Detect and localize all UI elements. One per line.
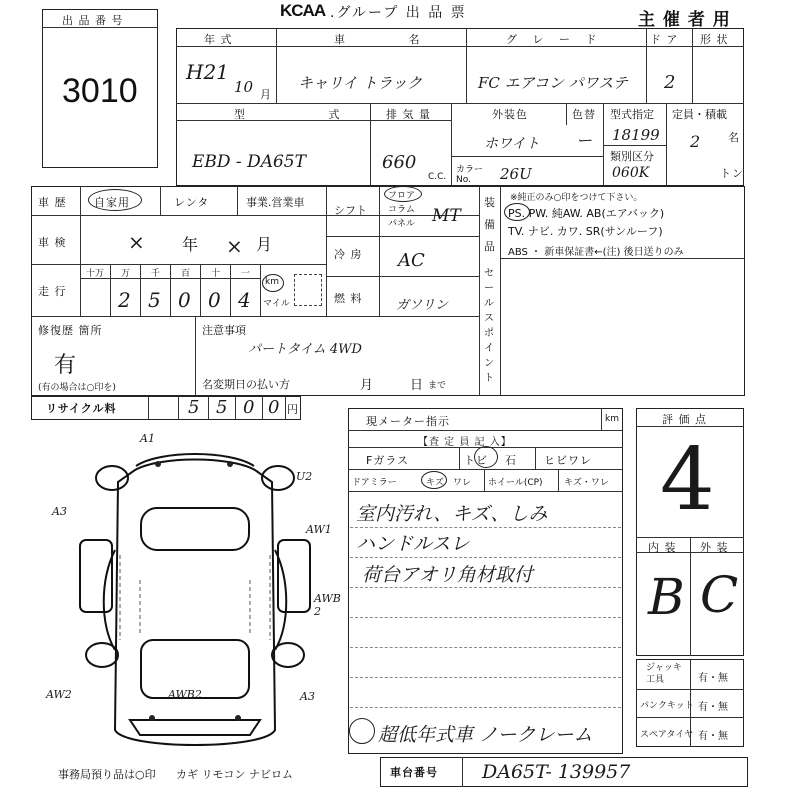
- digit-label-10k: 万: [121, 269, 131, 279]
- shift-circle: [384, 186, 422, 202]
- rating-value: 4: [660, 430, 715, 530]
- mileage-unit-mile: マイル: [263, 299, 290, 309]
- repair-label: 修復歴 箇所: [38, 324, 103, 337]
- load-unit: トン: [720, 167, 744, 180]
- shift-option-floor: フロア: [388, 191, 416, 201]
- brand-logo: KCAA: [280, 1, 326, 20]
- spare-tire-label: スペアタイヤ: [640, 730, 694, 740]
- organizer-label: 主 催 者 用: [638, 10, 731, 30]
- history-option-commercial: 事業.営業車: [246, 196, 305, 209]
- digit-label-1: 一: [241, 269, 251, 279]
- grade-value: FC エアコン パワステ: [478, 74, 628, 92]
- meter-label: 現メーター指示: [366, 415, 450, 428]
- glass-option-chip: トビ: [464, 454, 488, 467]
- shift-option-panel: パネル: [388, 219, 416, 229]
- chassis-number-value: DA65T- 139957: [482, 761, 631, 783]
- inspector-header: 【査 定 員 記 入】: [418, 437, 512, 448]
- color-change-value: ー: [576, 131, 593, 150]
- aircon-value: AC: [398, 250, 425, 271]
- type-value: EBD - DA65T: [192, 152, 306, 172]
- notes-label: 注意事項: [202, 324, 246, 337]
- puncture-kit-label: パンクキット: [640, 701, 694, 711]
- model-designation-label: 型式指定: [610, 108, 654, 121]
- damage-mark-awb2-rear: AWB2: [168, 688, 202, 701]
- inspection-year-unit: 年: [182, 235, 200, 254]
- digit-label-10: 十: [211, 269, 221, 279]
- meter-unit: km: [605, 414, 619, 424]
- doors-label: ド ア: [650, 33, 679, 46]
- digit-label-100: 百: [181, 269, 191, 279]
- comment-line-1: 室内汚れ、キズ、しみ: [356, 503, 548, 525]
- equipment-note: ※純正のみ○印をつけて下さい。: [510, 193, 643, 203]
- category-value: 060K: [612, 165, 650, 181]
- mirror-label: ドアミラー: [352, 478, 397, 488]
- damage-mark-u2: U2: [296, 470, 313, 483]
- jack-choice: 有・無: [698, 673, 728, 684]
- mirror-option-crack: ワレ: [453, 478, 472, 488]
- equipment-line-1: PS. PW. 純AW. AB(エアバック): [508, 207, 665, 220]
- exterior-value: C: [700, 566, 739, 624]
- damage-mark-awb2-right: AWB 2: [314, 592, 341, 618]
- stamp-circle: [349, 718, 375, 744]
- model-name-value: キャリイ トラック: [298, 74, 423, 92]
- name-change-suffix: まで: [428, 381, 447, 391]
- shape-label: 形 状: [700, 33, 729, 46]
- type-label: 型 式: [234, 108, 380, 121]
- shift-label: シフト: [334, 204, 367, 217]
- glass-label: Fガラス: [366, 454, 409, 467]
- recycle-digit-1: 5: [188, 397, 200, 418]
- history-option-rental: レンタ: [174, 196, 210, 209]
- mileage-digit-2: 5: [148, 288, 161, 312]
- damage-mark-a3-right: A3: [300, 690, 315, 703]
- mileage-digit-3: 0: [178, 288, 191, 312]
- repair-note: (有の場合は○印を): [38, 383, 116, 393]
- jack-label: ジャッキ 工具: [646, 663, 682, 685]
- color-number-label: カラー No.: [456, 165, 484, 185]
- repair-value: 有: [54, 353, 77, 378]
- mileage-unit-km: km: [265, 277, 279, 287]
- equipment-line-2: TV. ナビ. カワ. SR(サンルーフ): [508, 225, 663, 238]
- name-change-month-unit: 月: [360, 378, 375, 393]
- name-change-day-unit: 日: [410, 378, 425, 393]
- mileage-label: 走 行: [38, 285, 67, 298]
- sales-point-label: セールスポイント: [484, 268, 495, 384]
- year-value: H21: [186, 60, 229, 84]
- history-option-private: 自家用: [94, 196, 130, 209]
- category-label: 類別区分: [610, 150, 654, 163]
- model-designation-value: 18199: [612, 126, 660, 144]
- recycle-digit-4: 0: [268, 397, 280, 418]
- aircon-label: 冷 房: [334, 248, 363, 261]
- comment-line-2: ハンドルスレ: [356, 533, 470, 555]
- equipment-label: 装備品: [484, 196, 496, 253]
- digit-label-1k: 千: [151, 269, 161, 279]
- rating-label: 評 価 点: [662, 413, 707, 426]
- exterior-label: 外 装: [700, 541, 729, 554]
- model-name-label: 車 名: [334, 33, 450, 46]
- exhibit-number-label: 出 品 番 号: [62, 14, 124, 27]
- recycle-label: リサイクル料: [46, 402, 117, 415]
- exhibit-number: 3010: [62, 72, 138, 110]
- office-deposit-items: カギ リモコン ナビロム: [176, 768, 293, 781]
- interior-label: 内 装: [648, 541, 677, 554]
- exterior-color-label: 外装色: [492, 108, 528, 121]
- displacement-label: 排 気 量: [386, 108, 431, 121]
- stamp-text: 超低年式車 ノークレーム: [378, 724, 593, 746]
- chip-circle: [474, 446, 498, 468]
- fuel-value: ガソリン: [396, 298, 449, 313]
- month-value: 10: [234, 78, 254, 96]
- shift-option-column: コラム: [388, 205, 415, 215]
- glass-option-crack: ヒビワレ: [544, 454, 592, 467]
- exterior-color-value: ホワイト: [484, 136, 540, 152]
- inspection-year-value: ×: [128, 230, 145, 254]
- mileage-digit-5: 4: [238, 288, 251, 312]
- ps-circle: [504, 203, 530, 221]
- chassis-number-label: 車台番号: [390, 766, 438, 779]
- spare-tire-choice: 有・無: [698, 731, 728, 742]
- wheel-options: キズ・ワレ: [564, 478, 609, 488]
- year-label: 年 式: [204, 33, 233, 46]
- digit-label-100k: 十万: [86, 269, 105, 279]
- month-unit: 月: [260, 88, 272, 101]
- color-number-value: 26U: [500, 165, 532, 183]
- glass-option-stone: 石: [505, 454, 517, 467]
- mileage-check-box: [294, 274, 322, 306]
- doors-value: 2: [664, 72, 676, 93]
- interior-value: B: [648, 568, 685, 626]
- damage-mark-a3-left: A3: [52, 505, 67, 518]
- mileage-digit-4: 0: [208, 288, 221, 312]
- inspection-label: 車 検: [38, 236, 67, 249]
- history-label: 車 歴: [38, 196, 67, 209]
- damage-mark-aw1: AW1: [306, 523, 332, 536]
- inspection-month-unit: 月: [256, 235, 274, 254]
- grade-label: グ レ ー ド: [506, 33, 603, 46]
- history-circle: [88, 189, 142, 211]
- color-change-label: 色替: [572, 108, 596, 121]
- form-title: .グループ 出 品 票: [330, 5, 467, 21]
- puncture-kit-choice: 有・無: [698, 702, 728, 713]
- name-change-label: 名変期日の払い方: [202, 378, 290, 391]
- damage-mark-aw2: AW2: [46, 688, 72, 701]
- mirror-option-scratch: キズ: [426, 478, 444, 488]
- mirror-scratch-circle: [421, 471, 447, 489]
- damage-mark-a1: A1: [140, 432, 155, 445]
- notes-value: パートタイム 4WD: [248, 342, 362, 357]
- capacity-label: 定員・積載: [672, 108, 727, 121]
- inspection-month-value: ×: [226, 234, 243, 258]
- recycle-unit: 円: [287, 403, 298, 416]
- capacity-value: 2: [690, 132, 701, 151]
- capacity-unit: 名: [728, 131, 740, 144]
- recycle-digit-3: 0: [243, 397, 255, 418]
- shift-value: MT: [432, 206, 461, 226]
- wheel-label: ホイール(CP): [488, 478, 543, 488]
- recycle-digit-2: 5: [216, 397, 228, 418]
- comment-line-3: 荷台アオリ角材取付: [362, 564, 533, 586]
- displacement-value: 660: [382, 152, 417, 173]
- fuel-label: 燃 料: [334, 292, 363, 305]
- cc-unit: C.C.: [428, 172, 447, 182]
- equipment-line-3: ABS ・ 新車保証書←(注) 後日送りのみ: [508, 247, 684, 258]
- mileage-digit-1: 2: [118, 288, 131, 312]
- office-deposit-text: 事務局預り品は○印: [58, 768, 156, 781]
